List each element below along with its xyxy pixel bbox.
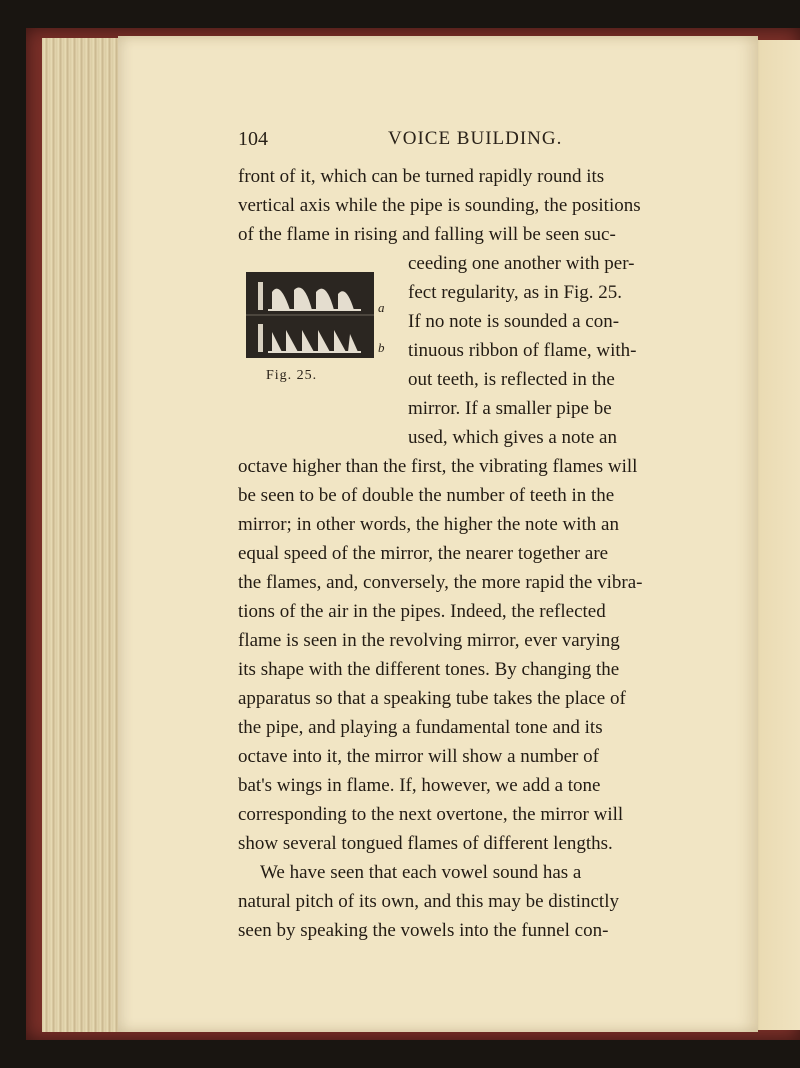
figure-caption: Fig. 25. bbox=[266, 368, 318, 383]
figure-25 bbox=[246, 272, 386, 388]
text-line: used, which gives a note an bbox=[408, 427, 617, 448]
text-line: bat's wings in flame. If, however, we add a tone bbox=[238, 775, 601, 796]
text-line: mirror. If a smaller pipe be bbox=[408, 398, 612, 419]
text-line: its shape with the different tones. By changing the bbox=[238, 659, 620, 680]
text-line: equal speed of the mirror, the nearer together are bbox=[238, 543, 609, 564]
page-number: 104 bbox=[238, 128, 268, 150]
text-line: the pipe, and playing a fundamental tone and its bbox=[238, 717, 603, 738]
figure-label-b: b bbox=[378, 340, 385, 355]
text-line: mirror; in other words, the higher the note with an bbox=[238, 514, 619, 535]
running-title: VOICE BUILDING. bbox=[388, 128, 563, 149]
text-line: We have seen that each vowel sound has a bbox=[260, 862, 582, 883]
text-line: out teeth, is reflected in the bbox=[408, 369, 615, 390]
text-line: apparatus so that a speaking tube takes the place of bbox=[238, 688, 626, 709]
text-line: vertical axis while the pipe is sounding, the positions bbox=[238, 195, 641, 216]
facing-page-edge bbox=[752, 40, 800, 1030]
text-line: flame is seen in the revolving mirror, ever varying bbox=[238, 630, 620, 651]
text-line: fect regularity, as in Fig. 25. bbox=[408, 282, 623, 303]
text-line: corresponding to the next overtone, the mirror will bbox=[238, 804, 624, 825]
text-line: natural pitch of its own, and this may be distinctly bbox=[238, 891, 619, 912]
text-line: tinuous ribbon of flame, with- bbox=[408, 340, 637, 361]
text-line: If no note is sounded a con- bbox=[408, 311, 620, 332]
text-line: show several tongued flames of different lengths. bbox=[238, 833, 613, 854]
text-line: be seen to be of double the number of teeth in the bbox=[238, 485, 615, 506]
page-edges bbox=[42, 38, 122, 1032]
text-line: octave higher than the first, the vibrating flames will bbox=[238, 456, 638, 477]
flame-mirror-illustration bbox=[246, 272, 374, 358]
text-line: front of it, which can be turned rapidly round its bbox=[238, 166, 605, 187]
text-line: of the flame in rising and falling will be seen suc- bbox=[238, 224, 616, 245]
running-head bbox=[238, 128, 668, 152]
text-line: ceeding one another with per- bbox=[408, 253, 635, 274]
text-line: tions of the air in the pipes. Indeed, the reflected bbox=[238, 601, 606, 622]
figure-label-a: a bbox=[378, 300, 385, 315]
text-line: octave into it, the mirror will show a number of bbox=[238, 746, 599, 767]
text-line: the flames, and, conversely, the more rapid the vibra- bbox=[238, 572, 643, 593]
text-line: seen by speaking the vowels into the funnel con- bbox=[238, 920, 609, 941]
